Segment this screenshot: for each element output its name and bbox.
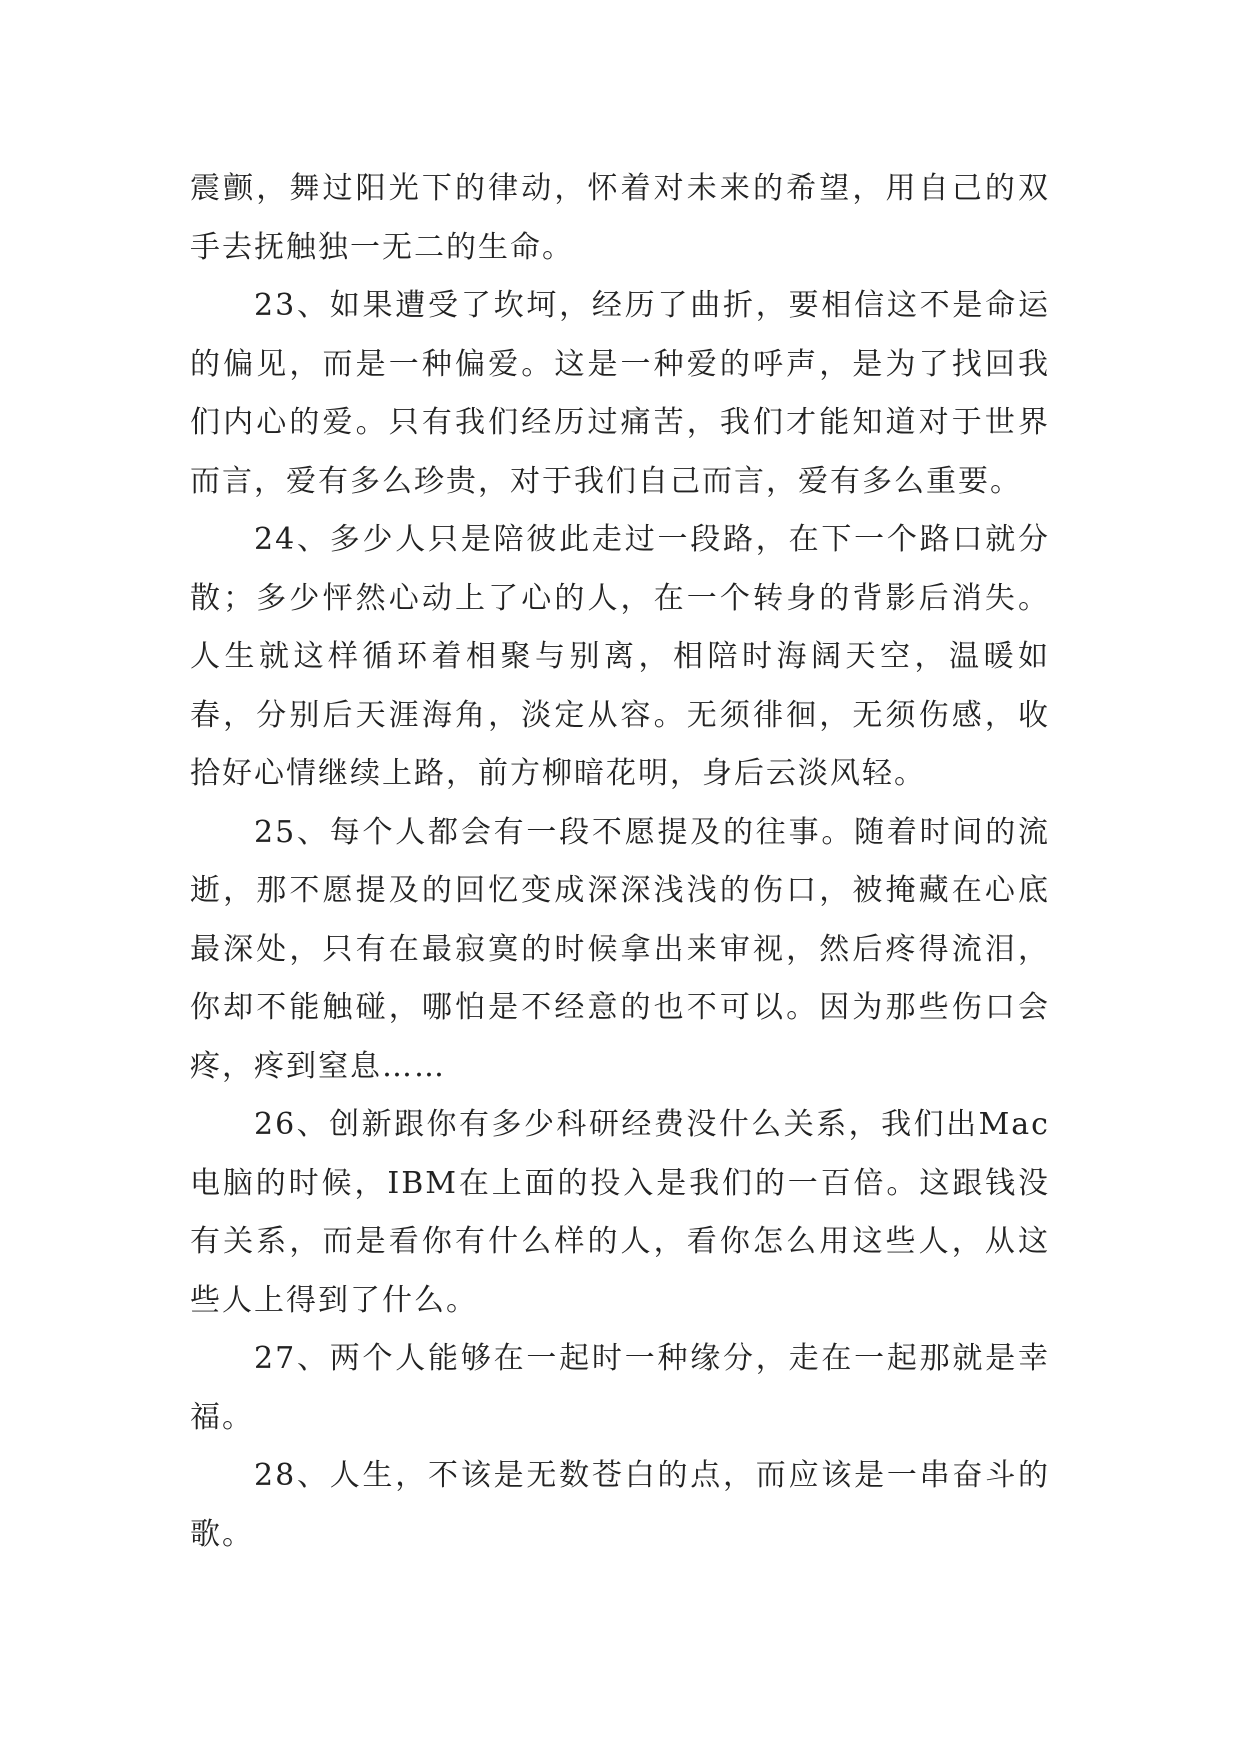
paragraph-23: 23、如果遭受了坎坷，经历了曲折，要相信这不是命运的偏见，而是一种偏爱。这是一种爱的呼声，是为了找回我们内心的爱。只有我们经历过痛苦，我们才能知道对于世界而言，爱有多么珍贵，对于我们自己而言，爱有多么重要。: [190, 288, 1050, 499]
paragraph-26: 26、创新跟你有多少科研经费没什么关系，我们出Mac电脑的时候，IBM在上面的投入是我们的一百倍。这跟钱没有关系，而是看你有什么样的人，看你怎么用这些人，从这些人上得到了什么。: [190, 1107, 1050, 1318]
paragraph-24: 24、多少人只是陪彼此走过一段路，在下一个路口就分散；多少怦然心动上了心的人，在一个转身的背影后消失。人生就这样循环着相聚与别离，相陪时海阔天空，温暖如春，分别后天涯海角，淡定从容。无须徘徊，无须伤感，收拾好心情继续上路，前方柳暗花明，身后云淡风轻。: [190, 522, 1050, 791]
paragraph-27: 27、两个人能够在一起时一种缘分，走在一起那就是幸福。: [190, 1341, 1050, 1435]
paragraph-28: 28、人生，不该是无数苍白的点，而应该是一串奋斗的歌。: [190, 1458, 1050, 1552]
document-body: [190, 160, 1050, 1564]
paragraph-continuation: 震颤，舞过阳光下的律动，怀着对未来的希望，用自己的双手去抚触独一无二的生命。: [190, 171, 1050, 265]
paragraph-25: 25、每个人都会有一段不愿提及的往事。随着时间的流逝，那不愿提及的回忆变成深深浅浅的伤口，被掩藏在心底最深处，只有在最寂寞的时候拿出来审视，然后疼得流泪，你却不能触碰，哪怕是不经意的也不可以。因为那些伤口会疼，疼到窒息……: [190, 814, 1050, 1084]
